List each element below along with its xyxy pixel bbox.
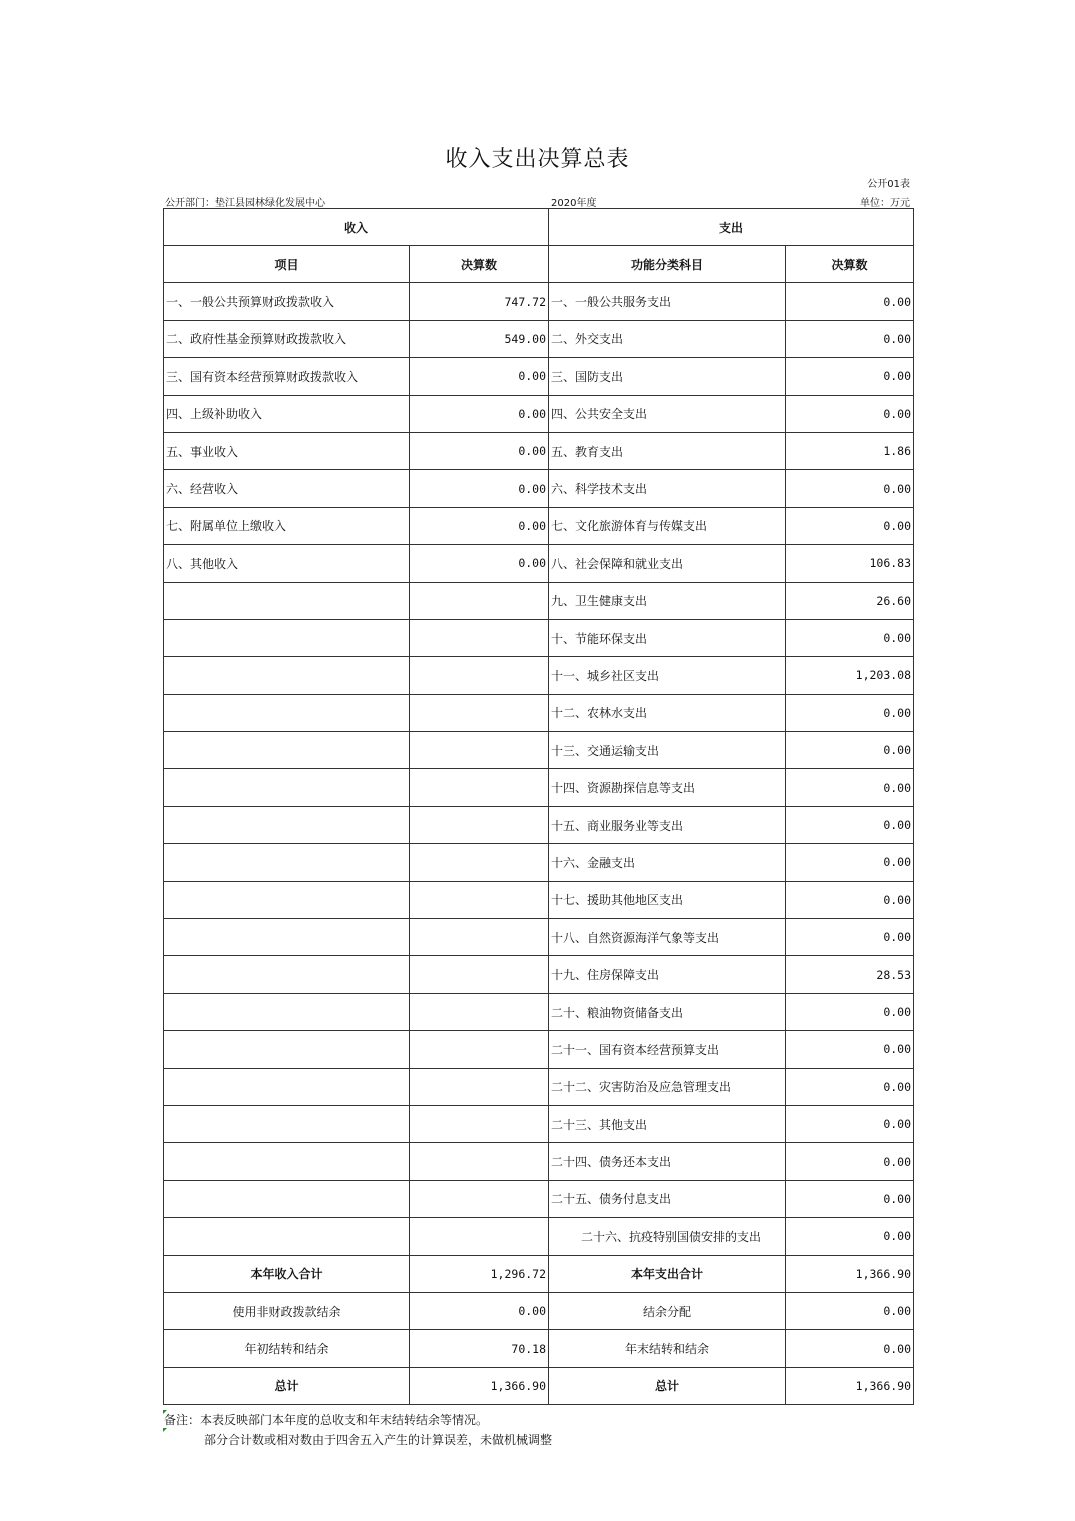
- income-amount: [410, 1031, 549, 1068]
- expenditure-item: 二十三、其他支出: [549, 1105, 786, 1142]
- expenditure-item: 二、外交支出: [549, 320, 786, 357]
- expenditure-item: 一、一般公共服务支出: [549, 283, 786, 320]
- summary-income-amount: 70.18: [410, 1330, 549, 1367]
- summary-expenditure-label: 总计: [549, 1367, 786, 1404]
- expenditure-item: 十一、城乡社区支出: [549, 657, 786, 694]
- income-amount: [410, 694, 549, 731]
- expenditure-item: 九、卫生健康支出: [549, 582, 786, 619]
- summary-expenditure-label: 年末结转和结余: [549, 1330, 786, 1367]
- expenditure-amount: 0.00: [786, 1068, 914, 1105]
- income-section-header: 收入: [164, 209, 549, 246]
- income-amount: [410, 881, 549, 918]
- expenditure-item: 二十一、国有资本经营预算支出: [549, 1031, 786, 1068]
- table-row: [164, 395, 914, 432]
- income-item: [164, 1068, 410, 1105]
- expenditure-amount: 0.00: [786, 1143, 914, 1180]
- form-number: 公开01表: [867, 179, 910, 190]
- table-row: [164, 881, 914, 918]
- expenditure-amount: 1,203.08: [786, 657, 914, 694]
- column-header-amount-2: 决算数: [786, 246, 914, 283]
- expenditure-item: 二十六、抗疫特别国债安排的支出: [549, 1218, 786, 1255]
- table-row: [164, 1031, 914, 1068]
- expenditure-amount: 0.00: [786, 1218, 914, 1255]
- income-amount: 0.00: [410, 545, 549, 582]
- income-amount: 0.00: [410, 358, 549, 395]
- income-item: [164, 1031, 410, 1068]
- table-row: [164, 993, 914, 1030]
- income-item: 四、上级补助收入: [164, 395, 410, 432]
- expenditure-amount: 0.00: [786, 806, 914, 843]
- expenditure-amount: 0.00: [786, 1180, 914, 1217]
- income-item: [164, 1218, 410, 1255]
- expenditure-item: 二十四、债务还本支出: [549, 1143, 786, 1180]
- table-row: [164, 806, 914, 843]
- table-row: [164, 1068, 914, 1105]
- income-amount: [410, 1218, 549, 1255]
- expenditure-item: 二十、粮油物资储备支出: [549, 993, 786, 1030]
- summary-income-label: 使用非财政拨款结余: [164, 1292, 410, 1329]
- table-row: [164, 769, 914, 806]
- table-row: [164, 956, 914, 993]
- column-header-item: 项目: [164, 246, 410, 283]
- table-row: [164, 283, 914, 320]
- expenditure-item: 十九、住房保障支出: [549, 956, 786, 993]
- income-item: 三、国有资本经营预算财政拨款收入: [164, 358, 410, 395]
- table-row: [164, 844, 914, 881]
- expenditure-amount: 28.53: [786, 956, 914, 993]
- summary-income-amount: 1,296.72: [410, 1255, 549, 1292]
- expenditure-amount: 0.00: [786, 470, 914, 507]
- income-amount: [410, 582, 549, 619]
- fiscal-year: 2020年度: [551, 198, 597, 209]
- income-item: [164, 732, 410, 769]
- income-item: [164, 1105, 410, 1142]
- table-row: [164, 545, 914, 582]
- income-item: [164, 956, 410, 993]
- expenditure-item: 十七、援助其他地区支出: [549, 881, 786, 918]
- expenditure-item: 六、科学技术支出: [549, 470, 786, 507]
- summary-income-label: 年初结转和结余: [164, 1330, 410, 1367]
- income-item: [164, 1180, 410, 1217]
- income-item: [164, 619, 410, 656]
- table-row: [164, 507, 914, 544]
- table-row: [164, 358, 914, 395]
- income-amount: [410, 1068, 549, 1105]
- income-amount: [410, 769, 549, 806]
- expenditure-amount: 0.00: [786, 1031, 914, 1068]
- income-amount: 0.00: [410, 432, 549, 469]
- summary-expenditure-amount: 0.00: [786, 1330, 914, 1367]
- table-row: [164, 582, 914, 619]
- income-amount: 0.00: [410, 395, 549, 432]
- summary-expenditure-label: 本年支出合计: [549, 1255, 786, 1292]
- summary-expenditure-label: 结余分配: [549, 1292, 786, 1329]
- income-item: [164, 1143, 410, 1180]
- expenditure-item: 四、公共安全支出: [549, 395, 786, 432]
- summary-row: [164, 1330, 914, 1367]
- table-row: [164, 1180, 914, 1217]
- table-row: [164, 657, 914, 694]
- income-amount: 549.00: [410, 320, 549, 357]
- expenditure-amount: 0.00: [786, 1105, 914, 1142]
- expenditure-item: 三、国防支出: [549, 358, 786, 395]
- expenditure-item: 十、节能环保支出: [549, 619, 786, 656]
- summary-expenditure-amount: 0.00: [786, 1292, 914, 1329]
- summary-income-label: 本年收入合计: [164, 1255, 410, 1292]
- summary-expenditure-amount: 1,366.90: [786, 1367, 914, 1404]
- expenditure-item: 二十二、灾害防治及应急管理支出: [549, 1068, 786, 1105]
- income-item: 八、其他收入: [164, 545, 410, 582]
- expenditure-item: 十八、自然资源海洋气象等支出: [549, 919, 786, 956]
- income-item: [164, 582, 410, 619]
- expenditure-amount: 26.60: [786, 582, 914, 619]
- summary-row: [164, 1367, 914, 1404]
- income-item: 七、附属单位上缴收入: [164, 507, 410, 544]
- income-amount: [410, 619, 549, 656]
- expenditure-section-header: 支出: [549, 209, 914, 246]
- income-item: 五、事业收入: [164, 432, 410, 469]
- table-row: [164, 432, 914, 469]
- unit-label: 单位：万元: [860, 198, 910, 209]
- expenditure-amount: 0.00: [786, 320, 914, 357]
- income-item: [164, 993, 410, 1030]
- footnote: 部分合计数或相对数由于四舍五入产生的计算误差，未做机械调整: [204, 1433, 553, 1447]
- income-amount: [410, 657, 549, 694]
- expenditure-amount: 106.83: [786, 545, 914, 582]
- income-item: [164, 769, 410, 806]
- footnote: 备注：本表反映部门本年度的总收支和年末结转结余等情况。: [164, 1413, 489, 1427]
- summary-row: [164, 1255, 914, 1292]
- income-amount: [410, 806, 549, 843]
- expenditure-amount: 0.00: [786, 395, 914, 432]
- income-amount: [410, 1105, 549, 1142]
- expenditure-amount: 0.00: [786, 844, 914, 881]
- expenditure-amount: 1.86: [786, 432, 914, 469]
- expenditure-amount: 0.00: [786, 619, 914, 656]
- expenditure-amount: 0.00: [786, 358, 914, 395]
- expenditure-amount: 0.00: [786, 283, 914, 320]
- expenditure-item: 十二、农林水支出: [549, 694, 786, 731]
- income-amount: [410, 844, 549, 881]
- income-item: 六、经营收入: [164, 470, 410, 507]
- income-item: [164, 806, 410, 843]
- income-amount: [410, 732, 549, 769]
- income-amount: 0.00: [410, 470, 549, 507]
- summary-income-amount: 0.00: [410, 1292, 549, 1329]
- summary-row: [164, 1292, 914, 1329]
- expenditure-amount: 0.00: [786, 993, 914, 1030]
- table-row: [164, 694, 914, 731]
- column-header-amount: 决算数: [410, 246, 549, 283]
- table-row: [164, 1143, 914, 1180]
- page-title: 收入支出决算总表: [445, 147, 630, 172]
- expenditure-item: 十四、资源勘探信息等支出: [549, 769, 786, 806]
- expenditure-item: 五、教育支出: [549, 432, 786, 469]
- expenditure-amount: 0.00: [786, 881, 914, 918]
- expenditure-amount: 0.00: [786, 694, 914, 731]
- income-amount: 747.72: [410, 283, 549, 320]
- income-amount: [410, 919, 549, 956]
- income-amount: 0.00: [410, 507, 549, 544]
- table-row: [164, 619, 914, 656]
- income-amount: [410, 1143, 549, 1180]
- expenditure-item: 七、文化旅游体育与传媒支出: [549, 507, 786, 544]
- income-item: [164, 919, 410, 956]
- cell-comment-marker: [163, 1428, 167, 1432]
- expenditure-item: 十三、交通运输支出: [549, 732, 786, 769]
- table-row: [164, 732, 914, 769]
- income-item: 二、政府性基金预算财政拨款收入: [164, 320, 410, 357]
- income-amount: [410, 993, 549, 1030]
- income-item: [164, 657, 410, 694]
- expenditure-amount: 0.00: [786, 769, 914, 806]
- table-row: [164, 470, 914, 507]
- summary-expenditure-amount: 1,366.90: [786, 1255, 914, 1292]
- income-item: [164, 844, 410, 881]
- table-row: [164, 1105, 914, 1142]
- income-amount: [410, 956, 549, 993]
- income-item: [164, 881, 410, 918]
- income-item: [164, 694, 410, 731]
- department-label: 公开部门：垫江县园林绿化发展中心: [165, 198, 325, 209]
- table-row: [164, 1218, 914, 1255]
- table-row: [164, 320, 914, 357]
- expenditure-amount: 0.00: [786, 919, 914, 956]
- expenditure-item: 八、社会保障和就业支出: [549, 545, 786, 582]
- expenditure-item: 十五、商业服务业等支出: [549, 806, 786, 843]
- expenditure-amount: 0.00: [786, 732, 914, 769]
- summary-income-amount: 1,366.90: [410, 1367, 549, 1404]
- expenditure-item: 二十五、债务付息支出: [549, 1180, 786, 1217]
- income-item: 一、一般公共预算财政拨款收入: [164, 283, 410, 320]
- table-row: [164, 919, 914, 956]
- column-header-function-item: 功能分类科目: [549, 246, 786, 283]
- expenditure-amount: 0.00: [786, 507, 914, 544]
- income-amount: [410, 1180, 549, 1217]
- expenditure-item: 十六、金融支出: [549, 844, 786, 881]
- summary-income-label: 总计: [164, 1367, 410, 1404]
- budget-summary-table: [163, 208, 914, 1405]
